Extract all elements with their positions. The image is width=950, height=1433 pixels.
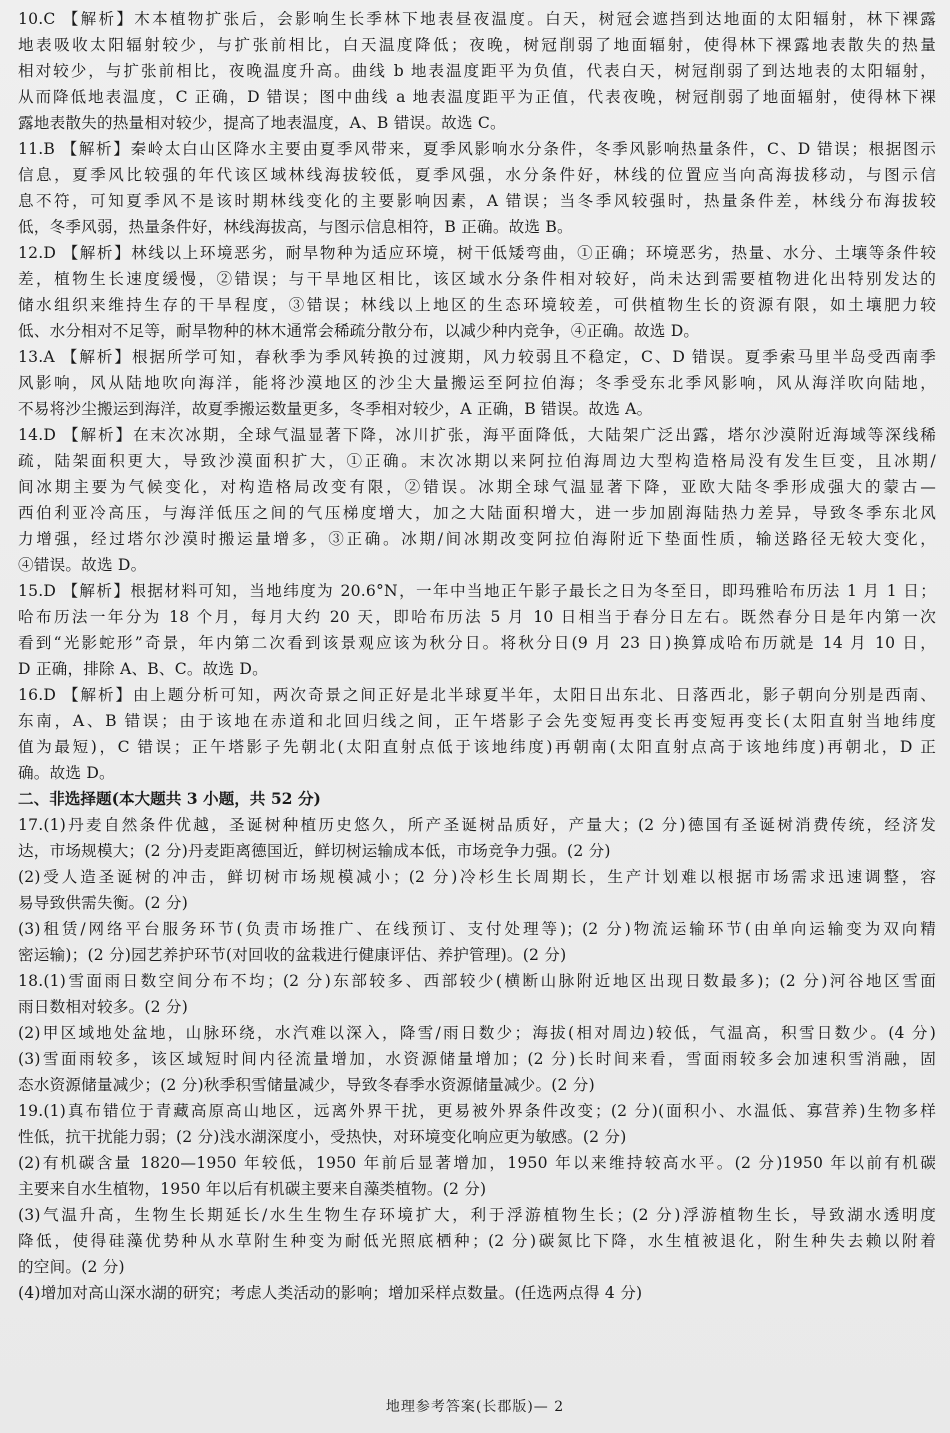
text-line: (3)租赁/网络平台服务环节(负责市场推广、在线预订、支付处理等)；(2 分)物流运输环节(由单向运输变为双向精 — [18, 920, 936, 938]
text-line: 疏，陆架面积更大，导致沙漠面积扩大，①正确。末次冰期以来阿拉伯海周边大型构造格局没有发生巨变，且冰期/ — [18, 452, 936, 470]
text-line: 16.D 【解析】由上题分析可知，两次奇景之间正好是北半球夏半年，太阳日出东北、日落西北，影子朝向分别是西南、 — [18, 686, 936, 704]
text-line: 易导致供需失衡。(2 分) — [18, 894, 188, 912]
answer-12 — [18, 240, 936, 344]
text-line: 息不符，可知夏季风不是该时期林线变化的主要影响因素，A 错误；当冬季风较强时，热量条件差，林线分布海拔较 — [18, 192, 936, 210]
text-line: 间冰期主要为气候变化，对构造格局改变有限，②错误。冰期全球气温显著下降，亚欧大陆冬季形成强大的蒙古— — [18, 478, 936, 496]
text-line: 降低，使得硅藻优势种从水草附生种变为耐低光照底栖种；(2 分)碳氮比下降，水生植被退化，附生种失去赖以附着 — [18, 1232, 936, 1250]
text-line: 15.D 【解析】根据材料可知，当地纬度为 20.6°N，一年中当地正午影子最长之日为冬至日，即玛雅哈布历法 1 月 1 日； — [18, 582, 936, 600]
text-line: (3)气温升高，生物生长期延长/水生生物生存环境扩大，利于浮游植物生长；(2 分)浮游植物生长，导致湖水透明度 — [18, 1206, 936, 1224]
text-line: 19.(1)真布错位于青藏高原高山地区，远离外界干扰，更易被外界条件改变；(2 分)(面积小、水温低、寡营养)生物多样 — [18, 1102, 936, 1120]
answer-10 — [18, 6, 936, 136]
text-line: 储水组织来维持生存的干旱程度，③错误；林线以上地区的生态环境较差，可供植物生长的资源有限，如土壤肥力较 — [18, 296, 936, 314]
text-line: 17.(1)丹麦自然条件优越，圣诞树种植历史悠久，所产圣诞树品质好，产量大；(2 分)德国有圣诞树消费传统，经济发 — [18, 816, 936, 834]
text-line: 露地表散失的热量相对较少，提高了地表温度，A、B 错误。故选 C。 — [18, 114, 506, 132]
answer-content — [18, 6, 936, 1306]
text-line: 从而降低地表温度，C 正确，D 错误；图中曲线 a 地表温度距平为正值，代表夜晚，树冠削弱了地面辐射，使得林下裸 — [18, 88, 936, 106]
text-line: 10.C 【解析】木本植物扩张后，会影响生长季林下地表昼夜温度。白天，树冠会遮挡到达地面的太阳辐射，林下裸露 — [18, 10, 936, 28]
page-footer: 地理参考答案(长郡版)— 2 — [385, 1399, 565, 1415]
answer-14 — [18, 422, 936, 578]
text-line: (3)雪面雨较多，该区域短时间内径流量增加，水资源储量增加；(2 分)长时间来看，雪面雨较多会加速积雪消融，固 — [18, 1050, 936, 1068]
text-line: D 正确，排除 A、B、C。故选 D。 — [18, 660, 268, 678]
text-line: 性低，抗干扰能力弱；(2 分)浅水湖深度小，受热快，对环境变化响应更为敏感。(2 分) — [18, 1128, 627, 1146]
text-line: 11.B 【解析】秦岭太白山区降水主要由夏季风带来，夏季风影响水分条件，冬季风影响热量条件，C、D 错误；根据图示 — [18, 140, 936, 158]
answer-13 — [18, 344, 936, 422]
text-line: 12.D 【解析】林线以上环境恶劣，耐旱物种为适应环境，树干低矮弯曲，①正确；环境恶劣，热量、水分、土壤等条件较 — [18, 244, 936, 262]
text-line: (2)受人造圣诞树的冲击，鲜切树市场规模减小；(2 分)冷杉生长周期长，生产计划难以根据市场需求迅速调整，容 — [18, 868, 936, 886]
answer-15 — [18, 578, 936, 682]
text-line: 西伯利亚冷高压，与海洋低压之间的气压梯度增大，加之大陆面积增大，进一步加剧海陆热力差异，导致冬季东北风 — [18, 504, 936, 522]
text-line: 13.A 【解析】根据所学可知，春秋季为季风转换的过渡期，风力较弱且不稳定，C、D 错误。夏季索马里半岛受西南季 — [18, 348, 936, 366]
text-line: (2)有机碳含量 1820—1950 年较低，1950 年前后显著增加，1950 年以来维持较高水平。(2 分)1950 年以前有机碳 — [18, 1154, 936, 1172]
text-line: 的空间。(2 分) — [18, 1258, 125, 1276]
text-line: 低、水分相对不足等，耐旱物种的林木通常会稀疏分散分布，以减少种内竞争，④正确。故选 D。 — [18, 322, 700, 340]
text-line: 信息，夏季风比较强的年代该区域林线海拔较低，夏季风强，水分条件好，林线的位置应当向高海拔移动，与图示信 — [18, 166, 936, 184]
answer-11 — [18, 136, 936, 240]
text-line: 确。故选 D。 — [18, 764, 115, 782]
question-18 — [18, 968, 936, 1098]
section-title: 二、非选择题(本大题共 3 小题，共 52 分) — [18, 789, 321, 808]
text-line: 看到“光影蛇形”奇景，年内第二次看到该景观应该为秋分日。将秋分日(9 月 23 日)换算成哈布历就是 14 月 10 日， — [18, 634, 936, 652]
text-line: 雨日数相对较多。(2 分) — [18, 998, 188, 1016]
text-line: 哈布历法一年分为 18 个月，每月大约 20 天，即哈布历法 5 月 10 日相当于春分日左右。既然春分日是年内第一次 — [18, 608, 936, 626]
text-line: 风影响，风从陆地吹向海洋，能将沙漠地区的沙尘大量搬运至阿拉伯海；冬季受东北季风影响，风从海洋吹向陆地， — [18, 374, 936, 392]
text-line: 达，市场规模大；(2 分)丹麦距离德国近，鲜切树运输成本低，市场竞争力强。(2 分) — [18, 842, 611, 860]
text-line: 14.D 【解析】在末次冰期，全球气温显著下降，冰川扩张，海平面降低，大陆架广泛出露，塔尔沙漠附近海域等深线稀 — [18, 426, 936, 444]
text-line: (2)甲区域地处盆地，山脉环绕，水汽难以深入，降雪/雨日数少；海拔(相对周边)较低，气温高，积雪日数少。(4 分) — [18, 1024, 936, 1042]
text-line: 态水资源储量减少；(2 分)秋季积雪储量减少，导致冬春季水资源储量减少。(2 分) — [18, 1076, 595, 1094]
text-line: 差，植物生长速度缓慢，②错误；与干旱地区相比，该区域水分条件相对较好，尚未达到需要植物进化出特别发达的 — [18, 270, 936, 288]
text-line: 18.(1)雪面雨日数空间分布不均；(2 分)东部较多、西部较少(横断山脉附近地区出现日数最多)；(2 分)河谷地区雪面 — [18, 972, 936, 990]
question-19 — [18, 1098, 936, 1306]
text-line: 相对较少，与扩张前相比，夜晚温度升高。曲线 b 地表温度距平为负值，代表白天，树冠削弱了到达地表的太阳辐射， — [18, 62, 936, 80]
question-17 — [18, 812, 936, 968]
text-line: (4)增加对高山深水湖的研究；考虑人类活动的影响；增加采样点数量。(任选两点得 4 分) — [18, 1284, 643, 1302]
text-line: 密运输)；(2 分)园艺养护环节(对回收的盆栽进行健康评估、养护管理)。(2 分) — [18, 946, 567, 964]
text-line: 不易将沙尘搬运到海洋，故夏季搬运数量更多，冬季相对较少，A 正确，B 错误。故选 A。 — [18, 400, 653, 418]
text-line: 主要来自水生植物，1950 年以后有机碳主要来自藻类植物。(2 分) — [18, 1180, 487, 1198]
answer-16 — [18, 682, 936, 786]
text-line: 低，冬季风弱，热量条件好，林线海拔高，与图示信息相符，B 正确。故选 B。 — [18, 218, 573, 236]
text-line: 地表吸收太阳辐射较少，与扩张前相比，白天温度降低；夜晚，树冠削弱了地面辐射，使得林下裸露地表散失的热量 — [18, 36, 936, 54]
text-line: ④错误。故选 D。 — [18, 556, 147, 574]
text-line: 力增强，经过塔尔沙漠时搬运量增多，③正确。冰期/间冰期改变阿拉伯海附近下垫面性质，输送路径无较大变化， — [18, 530, 936, 548]
text-line: 东南，A、B 错误；由于该地在赤道和北回归线之间，正午塔影子会先变短再变长再变短再变长(太阳直射当地纬度 — [18, 712, 936, 730]
text-line: 值为最短)，C 错误；正午塔影子先朝北(太阳直射点低于该地纬度)再朝南(太阳直射点高于该地纬度)再朝北，D 正 — [18, 738, 936, 756]
